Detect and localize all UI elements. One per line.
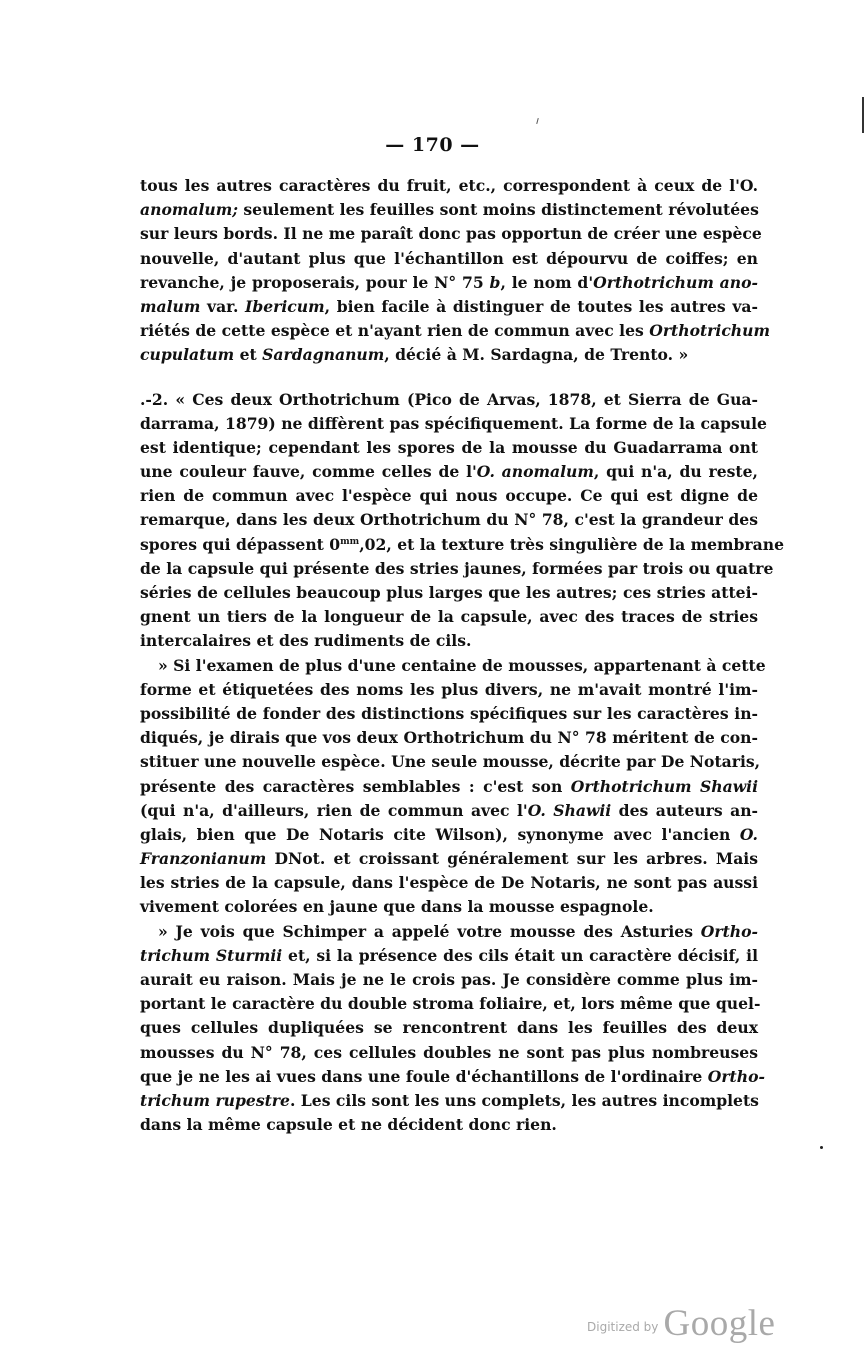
- digitized-by-google-watermark: [587, 1302, 775, 1345]
- paragraph-1: [140, 174, 770, 368]
- scan-speck: [536, 118, 539, 124]
- text-line: (qui n'a, d'ailleurs, rien de commun avec l'O. Shawii des auteurs an-: [140, 800, 758, 820]
- text-line: les stries de la capsule, dans l'espèce de De Notaris, ne sont pas aussi: [140, 873, 758, 893]
- text-line: est identique; cependant les spores de la mousse du Guadarrama ont: [140, 437, 758, 457]
- text-line: nouvelle, d'autant plus que l'échantillon est dépourvu de coiffes; en: [140, 248, 758, 268]
- scan-dot: [820, 1146, 823, 1149]
- text-line: ques cellules dupliquées se rencontrent dans les feuilles des deux: [140, 1018, 758, 1038]
- text-line: rien de commun avec l'espèce qui nous occupe. Ce qui est digne de: [140, 486, 758, 506]
- text-line: présente des caractères semblables : c'est son Orthotrichum Shawii: [140, 776, 758, 796]
- text-line: darrama, 1879) ne diffèrent pas spécifiquement. La forme de la capsule: [140, 413, 767, 433]
- text-line: glais, bien que De Notaris cite Wilson), synonyme avec l'ancien O.: [140, 824, 758, 844]
- body-text: [140, 174, 785, 1137]
- text-line: mousses du N° 78, ces cellules doubles ne sont pas plus nombreuses: [140, 1042, 758, 1062]
- text-line: que je ne les ai vues dans une foule d'échantillons de l'ordinaire Ortho-: [140, 1066, 765, 1086]
- paragraph-4: [140, 920, 765, 1138]
- scan-edge-mark: [862, 97, 864, 133]
- text-line: spores qui dépassent $0^{mm},02$, et la texture très singulière de la membrane: [140, 534, 785, 554]
- paragraph-2: [140, 388, 785, 654]
- text-line: trichum Sturmii et, si la présence des cils était un caractère décisif, il: [140, 945, 758, 965]
- text-line: vivement colorées en jaune que dans la mousse espagnole.: [140, 897, 654, 917]
- text-line: portant le caractère du double stroma foliaire, et, lors même que quel-: [140, 994, 761, 1014]
- text-line: dans la même capsule et ne décident donc rien.: [140, 1115, 557, 1135]
- text-line: forme et étiquetées des noms les plus divers, ne m'avait montré l'im-: [140, 679, 758, 699]
- text-line: sur leurs bords. Il ne me paraît donc pas opportun de créer une espèce: [140, 224, 762, 244]
- text-line: diqués, je dirais que vos deux Orthotrichum du N° 78 méritent de con-: [140, 728, 758, 748]
- text-line: Franzonianum DNot. et croissant généralement sur les arbres. Mais: [140, 849, 758, 869]
- paragraph-3: [140, 654, 766, 920]
- text-line: de la capsule qui présente des stries jaunes, formées par trois ou quatre: [140, 558, 774, 578]
- paragraph-gap: [140, 368, 758, 388]
- text-line: possibilité de fonder des distinctions spécifiques sur les caractères in-: [140, 703, 758, 723]
- text-line: intercalaires et des rudiments de cils.: [140, 631, 472, 651]
- text-line: malum var. Ibericum, bien facile à distinguer de toutes les autres va-: [140, 296, 758, 316]
- text-line: anomalum; seulement les feuilles sont moins distinctement révolutées: [140, 200, 759, 220]
- text-line: gnent un tiers de la longueur de la capsule, avec des traces de stries: [140, 607, 758, 627]
- text-line: trichum rupestre. Les cils sont les uns complets, les autres incomplets: [140, 1090, 759, 1110]
- watermark-prefix: Digitized by: [587, 1320, 659, 1334]
- google-logo-text: Google: [663, 1303, 776, 1344]
- text-line: tous les autres caractères du fruit, etc., correspondent à ceux de l'O.: [140, 176, 758, 195]
- text-line: » Je vois que Schimper a appelé votre mousse des Asturies Ortho-: [158, 921, 758, 941]
- text-line: séries de cellules beaucoup plus larges que les autres; ces stries attei-: [140, 583, 758, 602]
- page-number: — 170 —: [385, 134, 480, 156]
- text-line: » Si l'examen de plus d'une centaine de mousses, appartenant à cette: [158, 655, 766, 675]
- text-line: une couleur fauve, comme celles de l'O. anomalum, qui n'a, du reste,: [140, 462, 758, 482]
- text-line: aurait eu raison. Mais je ne le crois pas. Je considère comme plus im-: [140, 970, 758, 989]
- text-line: remarque, dans les deux Orthotrichum du N° 78, c'est la grandeur des: [140, 510, 758, 530]
- text-line: revanche, je proposerais, pour le N° 75 b, le nom d'Orthotrichum ano-: [140, 272, 758, 292]
- text-line: riétés de cette espèce et n'ayant rien de commun avec les Orthotrichum: [140, 321, 770, 341]
- text-line: .-2. « Ces deux Orthotrichum (Pico de Arvas, 1878, et Sierra de Gua-: [140, 389, 758, 409]
- text-line: stituer une nouvelle espèce. Une seule mousse, décrite par De Notaris,: [140, 752, 761, 772]
- text-line: cupulatum et Sardagnanum, décié à M. Sardagna, de Trento. »: [140, 345, 689, 365]
